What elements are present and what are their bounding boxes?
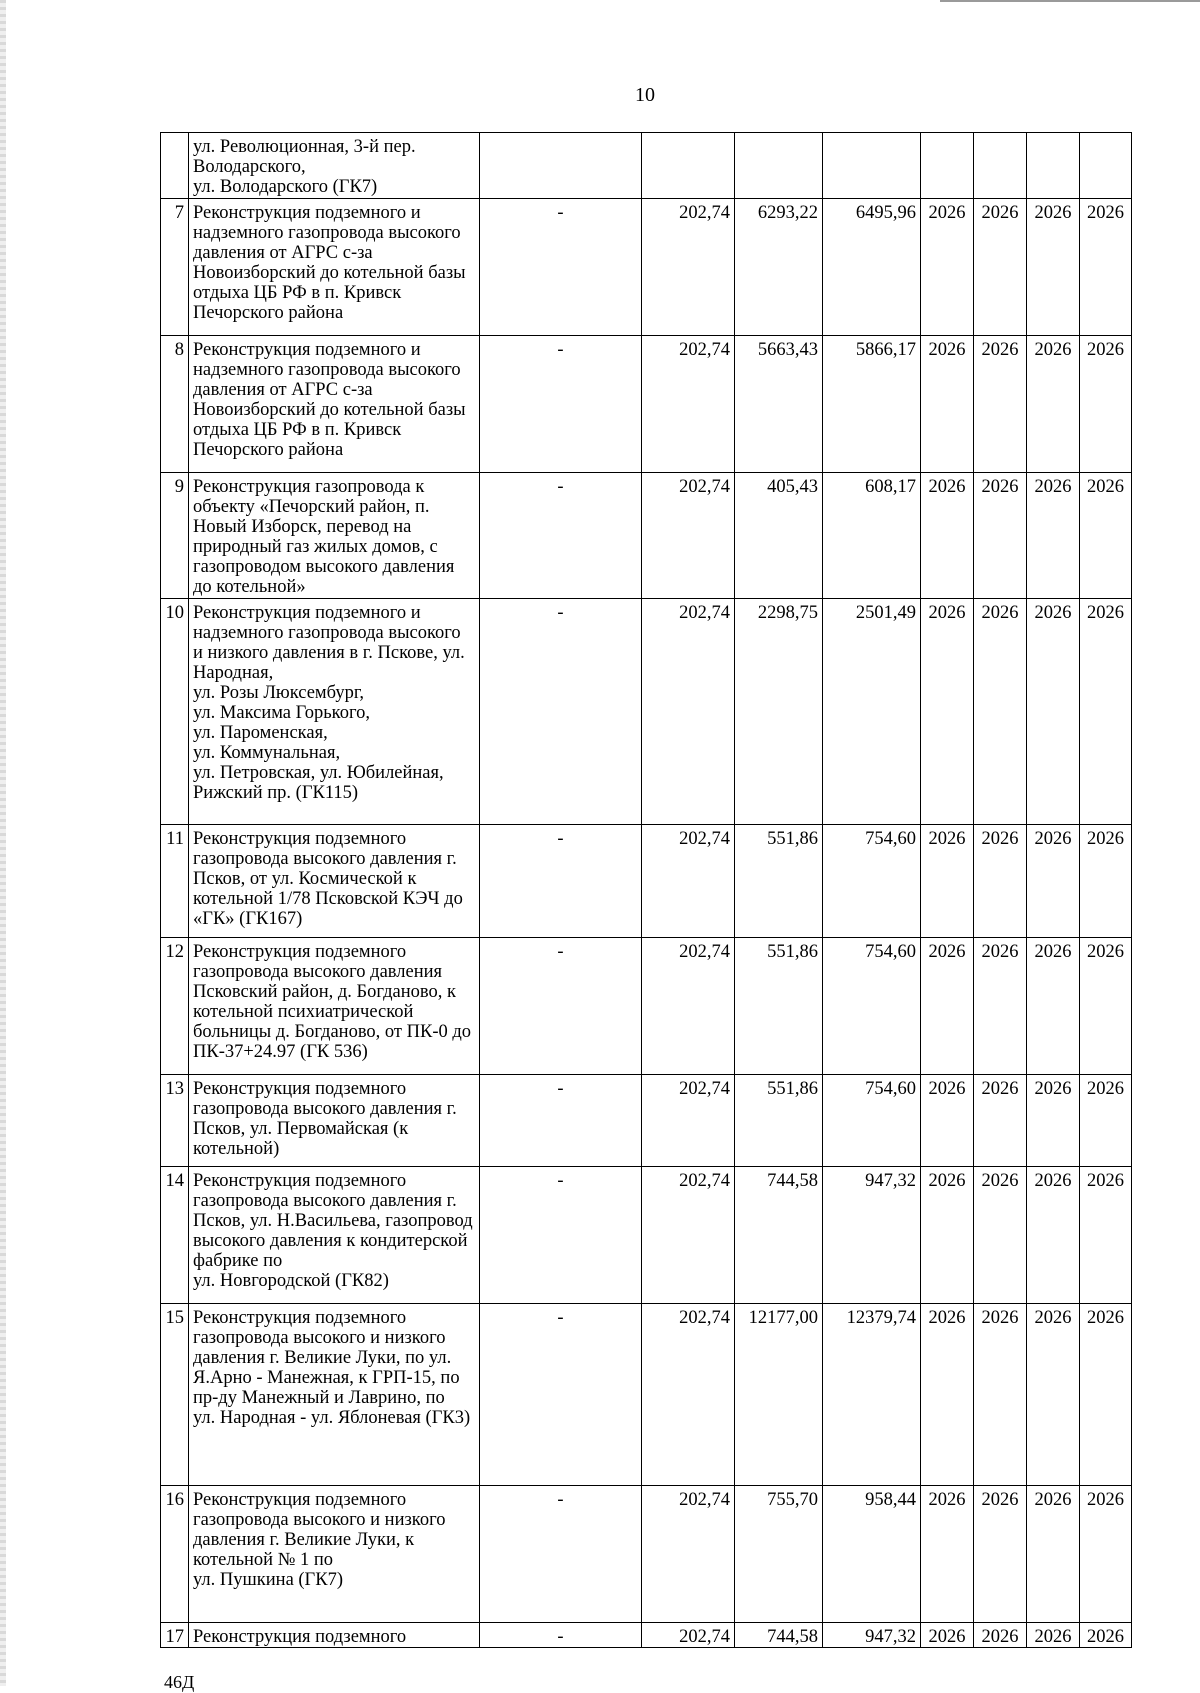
row-year4: 2026: [1080, 1623, 1132, 1648]
table-row: [161, 1304, 1132, 1486]
row-number: 10: [161, 599, 189, 825]
table-row: [161, 473, 1132, 599]
row-year1: 2026: [921, 336, 974, 473]
table-row: [161, 825, 1132, 938]
row-description: Реконструкция подземного и надземного газопровода высокого давления от АГРС с-за Новоизборский до котельной базы отдыха ЦБ РФ в п. Кривск Печорского района: [189, 199, 480, 336]
row-col3: 551,86: [735, 938, 823, 1075]
row-col1: -: [480, 1304, 642, 1486]
row-year3: 2026: [1027, 938, 1080, 1075]
row-year2: 2026: [974, 1623, 1027, 1648]
table-row: [161, 1486, 1132, 1623]
row-year1: 2026: [921, 473, 974, 599]
row-year1: 2026: [921, 1304, 974, 1486]
row-col3: 405,43: [735, 473, 823, 599]
table-row: [161, 599, 1132, 825]
row-number: 14: [161, 1167, 189, 1304]
table-row: [161, 1623, 1132, 1648]
row-year1: 2026: [921, 1167, 974, 1304]
row-year3: 2026: [1027, 825, 1080, 938]
scan-edge-left: [0, 0, 6, 1686]
row-description: Реконструкция газопровода к объекту «Печорский район, п. Новый Изборск, перевод на природный газ жилых домов, с газопроводом высокого давления до котельной»: [189, 473, 480, 599]
table-body: [161, 133, 1132, 1648]
row-description: Реконструкция подземного газопровода высокого давления г. Псков, ул. Н.Васильева, газопровод высокого давления к кондитерской фабрике по ул. Новгородской (ГК82): [189, 1167, 480, 1304]
row-year1: 2026: [921, 599, 974, 825]
table-row: [161, 938, 1132, 1075]
row-year1: 2026: [921, 1486, 974, 1623]
row-col3: 5663,43: [735, 336, 823, 473]
row-year2: 2026: [974, 1486, 1027, 1623]
row-year4: 2026: [1080, 599, 1132, 825]
row-col2: 202,74: [642, 1167, 735, 1304]
row-col3: 551,86: [735, 825, 823, 938]
row-description: Реконструкция подземного газопровода высокого и низкого давления г. Великие Луки, к котельной № 1 по ул. Пушкина (ГК7): [189, 1486, 480, 1623]
row-year2: 2026: [974, 336, 1027, 473]
row-year4: 2026: [1080, 1304, 1132, 1486]
row-description: Реконструкция подземного газопровода высокого давления Псковский район, д. Богданово, к котельной психиатрической больницы д. Богданово, от ПК-0 до ПК-37+24.97 (ГК 536): [189, 938, 480, 1075]
row-year4: 2026: [1080, 336, 1132, 473]
row-year4: 2026: [1080, 1167, 1132, 1304]
row-year4: 2026: [1080, 1075, 1132, 1167]
row-col1: -: [480, 1623, 642, 1648]
row-year3: 2026: [1027, 473, 1080, 599]
row-year3: 2026: [1027, 1623, 1080, 1648]
footer-mark: 46Д: [164, 1672, 195, 1692]
row-year4: 2026: [1080, 473, 1132, 599]
row-col2: 202,74: [642, 1304, 735, 1486]
row-year1: 2026: [921, 938, 974, 1075]
row-total: [823, 133, 921, 199]
row-col3: 755,70: [735, 1486, 823, 1623]
row-number: [161, 133, 189, 199]
row-col3: [735, 133, 823, 199]
row-year4: 2026: [1080, 825, 1132, 938]
row-total: 947,32: [823, 1167, 921, 1304]
row-col3: 744,58: [735, 1167, 823, 1304]
row-description: Реконструкция подземного: [189, 1623, 480, 1648]
row-col3: 12177,00: [735, 1304, 823, 1486]
row-description: Реконструкция подземного газопровода высокого давления г. Псков, ул. Первомайская (к котельной): [189, 1075, 480, 1167]
row-description: ул. Революционная, 3-й пер. Володарского, ул. Володарского (ГК7): [189, 133, 480, 199]
row-col3: 551,86: [735, 1075, 823, 1167]
row-col2: 202,74: [642, 599, 735, 825]
row-year2: 2026: [974, 599, 1027, 825]
row-year4: 2026: [1080, 1486, 1132, 1623]
row-col2: 202,74: [642, 199, 735, 336]
row-col3: 6293,22: [735, 199, 823, 336]
row-col2: 202,74: [642, 473, 735, 599]
table-row: [161, 133, 1132, 199]
row-year2: 2026: [974, 1075, 1027, 1167]
row-year3: 2026: [1027, 1075, 1080, 1167]
row-col2: 202,74: [642, 1623, 735, 1648]
row-description: Реконструкция подземного газопровода высокого давления г. Псков, от ул. Космической к котельной 1/78 Псковской КЭЧ до «ГК» (ГК167): [189, 825, 480, 938]
row-col3: 2298,75: [735, 599, 823, 825]
row-col1: -: [480, 1167, 642, 1304]
row-year4: [1080, 133, 1132, 199]
table-row: [161, 336, 1132, 473]
row-number: 12: [161, 938, 189, 1075]
row-total: 754,60: [823, 938, 921, 1075]
row-year2: 2026: [974, 1304, 1027, 1486]
row-total: 5866,17: [823, 336, 921, 473]
table-row: [161, 199, 1132, 336]
row-number: 9: [161, 473, 189, 599]
row-col2: 202,74: [642, 1075, 735, 1167]
row-total: 6495,96: [823, 199, 921, 336]
row-year3: 2026: [1027, 599, 1080, 825]
row-year3: 2026: [1027, 1486, 1080, 1623]
row-year3: 2026: [1027, 199, 1080, 336]
row-year3: 2026: [1027, 1167, 1080, 1304]
row-col3: 744,58: [735, 1623, 823, 1648]
row-total: 754,60: [823, 825, 921, 938]
row-year3: 2026: [1027, 1304, 1080, 1486]
row-year2: [974, 133, 1027, 199]
row-col2: 202,74: [642, 336, 735, 473]
row-col2: [642, 133, 735, 199]
gas-pipeline-table: [160, 132, 1132, 1648]
row-col1: -: [480, 473, 642, 599]
row-number: 13: [161, 1075, 189, 1167]
row-total: 2501,49: [823, 599, 921, 825]
row-col1: -: [480, 599, 642, 825]
row-year4: 2026: [1080, 938, 1132, 1075]
row-number: 16: [161, 1486, 189, 1623]
row-description: Реконструкция подземного газопровода высокого и низкого давления г. Великие Луки, по ул. Я.Арно - Манежная, к ГРП-15, по пр-ду Манежный и Лаврино, по ул. Народная - ул. Яблоневая (ГК3): [189, 1304, 480, 1486]
row-year4: 2026: [1080, 199, 1132, 336]
row-col1: -: [480, 938, 642, 1075]
row-col2: 202,74: [642, 1486, 735, 1623]
row-description: Реконструкция подземного и надземного газопровода высокого и низкого давления в г. Пскове, ул. Народная, ул. Розы Люксембург, ул. Максима Горького, ул. Пароменская, ул. Коммунальная, ул. Петровская, ул. Юбилейная, Рижский пр. (ГК115): [189, 599, 480, 825]
row-year3: [1027, 133, 1080, 199]
row-year2: 2026: [974, 1167, 1027, 1304]
row-col2: 202,74: [642, 938, 735, 1075]
row-number: 8: [161, 336, 189, 473]
row-year1: [921, 133, 974, 199]
row-year2: 2026: [974, 473, 1027, 599]
row-year3: 2026: [1027, 336, 1080, 473]
row-year1: 2026: [921, 199, 974, 336]
row-year2: 2026: [974, 199, 1027, 336]
row-year1: 2026: [921, 1075, 974, 1167]
row-number: 15: [161, 1304, 189, 1486]
table-row: [161, 1075, 1132, 1167]
row-col1: -: [480, 336, 642, 473]
row-year2: 2026: [974, 825, 1027, 938]
row-col1: -: [480, 1486, 642, 1623]
row-year2: 2026: [974, 938, 1027, 1075]
row-total: 947,32: [823, 1623, 921, 1648]
row-col1: -: [480, 1075, 642, 1167]
row-number: 11: [161, 825, 189, 938]
table-row: [161, 1167, 1132, 1304]
scan-edge-top: [940, 0, 1200, 2]
row-col1: [480, 133, 642, 199]
row-year1: 2026: [921, 825, 974, 938]
row-total: 958,44: [823, 1486, 921, 1623]
row-total: 754,60: [823, 1075, 921, 1167]
row-col1: -: [480, 825, 642, 938]
row-total: 12379,74: [823, 1304, 921, 1486]
row-number: 17: [161, 1623, 189, 1648]
row-description: Реконструкция подземного и надземного газопровода высокого давления от АГРС с-за Новоизборский до котельной базы отдыха ЦБ РФ в п. Кривск Печорского района: [189, 336, 480, 473]
page-number: 10: [635, 84, 655, 106]
row-total: 608,17: [823, 473, 921, 599]
row-number: 7: [161, 199, 189, 336]
row-year1: 2026: [921, 1623, 974, 1648]
row-col1: -: [480, 199, 642, 336]
row-col2: 202,74: [642, 825, 735, 938]
